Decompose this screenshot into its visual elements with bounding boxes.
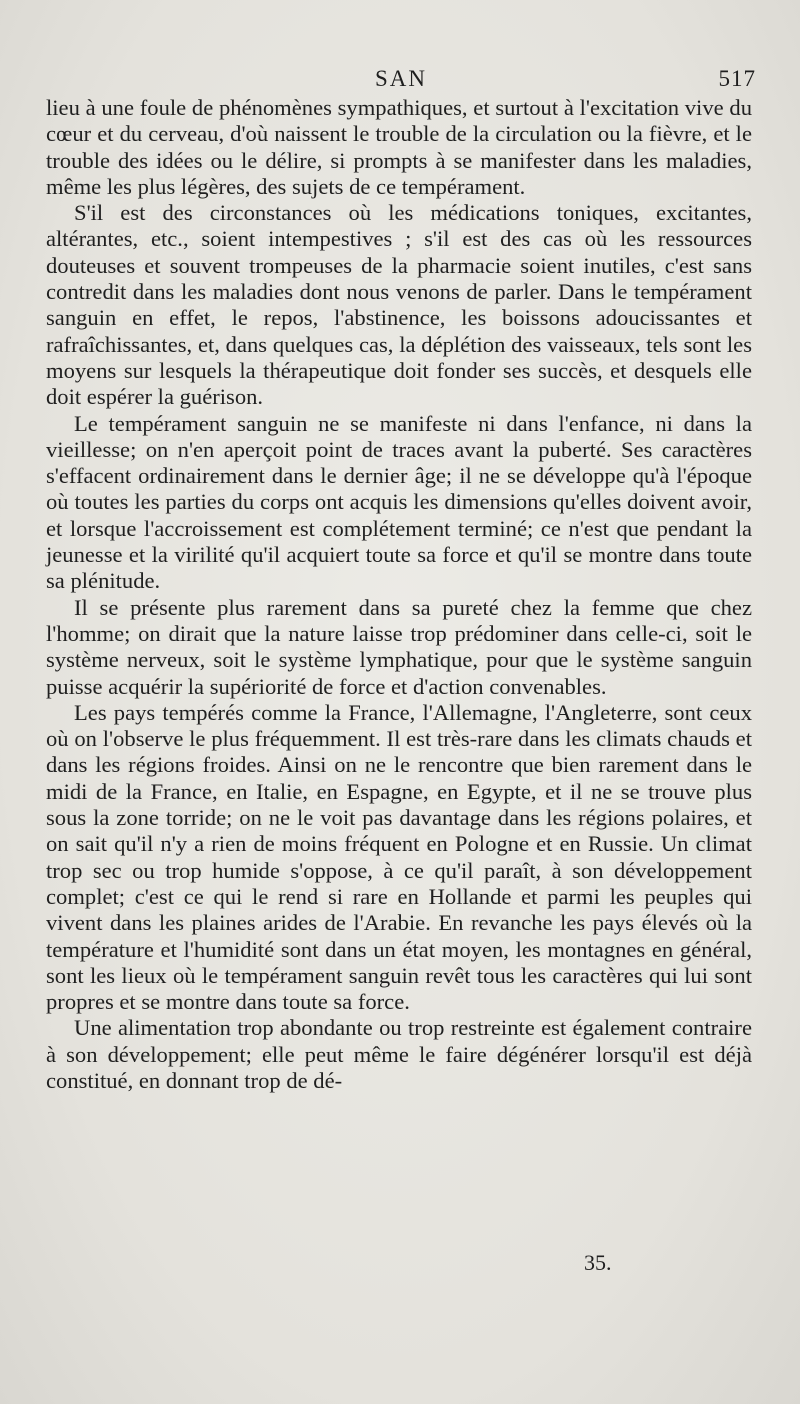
body-text — [46, 95, 752, 1094]
running-head — [46, 66, 756, 96]
running-title: SAN — [374, 66, 427, 91]
paragraph: Les pays tempérés comme la France, l'Allemagne, l'Angleterre, sont ceux où on l'observe le plus fréquemment. Il est très-rare dans les climats chauds et dans les régions froides. Ainsi on ne le rencontre que bien rarement dans le midi de la France, en Italie, en Espagne, en Egypte, et il ne se trouve plus sous la zone torride; on ne le voit pas davantage dans les régions polaires, et on sait qu'il n'y a rien de moins fréquent en Pologne et en Russie. Un climat trop sec ou trop humide s'oppose, à ce qu'il paraît, à son développement complet; c'est ce qui le rend si rare en Hollande et parmi les peuples qui vivent dans les plaines arides de l'Arabie. En revanche les pays élevés où la température et l'humidité sont dans un état moyen, les montagnes en général, sont les lieux où le tempérament sanguin revêt tous les caractères qui lui sont propres et se montre dans toute sa force. — [46, 699, 752, 1015]
paragraph: S'il est des circonstances où les médications toniques, excitantes, altérantes, etc., soient intempestives ; s'il est des cas où les ressources douteuses et souvent trompeuses de la pharmacie soient inutiles, c'est sans contredit dans les maladies dont nous venons de parler. Dans le tempérament sanguin en effet, le repos, l'abstinence, les boissons adoucissantes et rafraîchissantes, et, dans quelques cas, la déplétion des vaisseaux, tels sont les moyens sur lesquels la thérapeutique doit fonder ses succès, et desquels elle doit espérer la guérison. — [46, 200, 752, 410]
paragraph: Une alimentation trop abondante ou trop restreinte est également contraire à son développement; elle peut même le faire dégénérer lorsqu'il est déjà constitué, en donnant trop de dé- — [46, 1015, 752, 1093]
paragraph: lieu à une foule de phénomènes sympathiques, et surtout à l'excitation vive du cœur et du cerveau, d'où naissent le trouble de la circulation ou la fièvre, et le trouble des idées ou le délire, si prompts à se manifester dans les maladies, même les plus légères, des sujets de ce tempérament. — [46, 95, 752, 199]
paragraph: Le tempérament sanguin ne se manifeste ni dans l'enfance, ni dans la vieillesse; on n'en aperçoit point de traces avant la puberté. Ses caractères s'effacent ordinairement dans le dernier âge; il ne se développe qu'à l'époque où toutes les parties du corps ont acquis les dimensions qu'elles doivent avoir, et lorsque l'accroissement est complétement terminé; ce n'est que pendant la jeunesse et la virilité qu'il acquiert toute sa force et qu'il se montre dans toute sa plénitude. — [46, 410, 752, 594]
paragraph: Il se présente plus rarement dans sa pureté chez la femme que chez l'homme; on dirait que la nature laisse trop prédominer dans celle-ci, soit le système nerveux, soit le système lymphatique, pour que le système sanguin puisse acquérir la supériorité de force et d'action convenables. — [46, 594, 752, 699]
signature-mark: 35. — [584, 1250, 612, 1275]
page-number: 517 — [718, 66, 756, 91]
